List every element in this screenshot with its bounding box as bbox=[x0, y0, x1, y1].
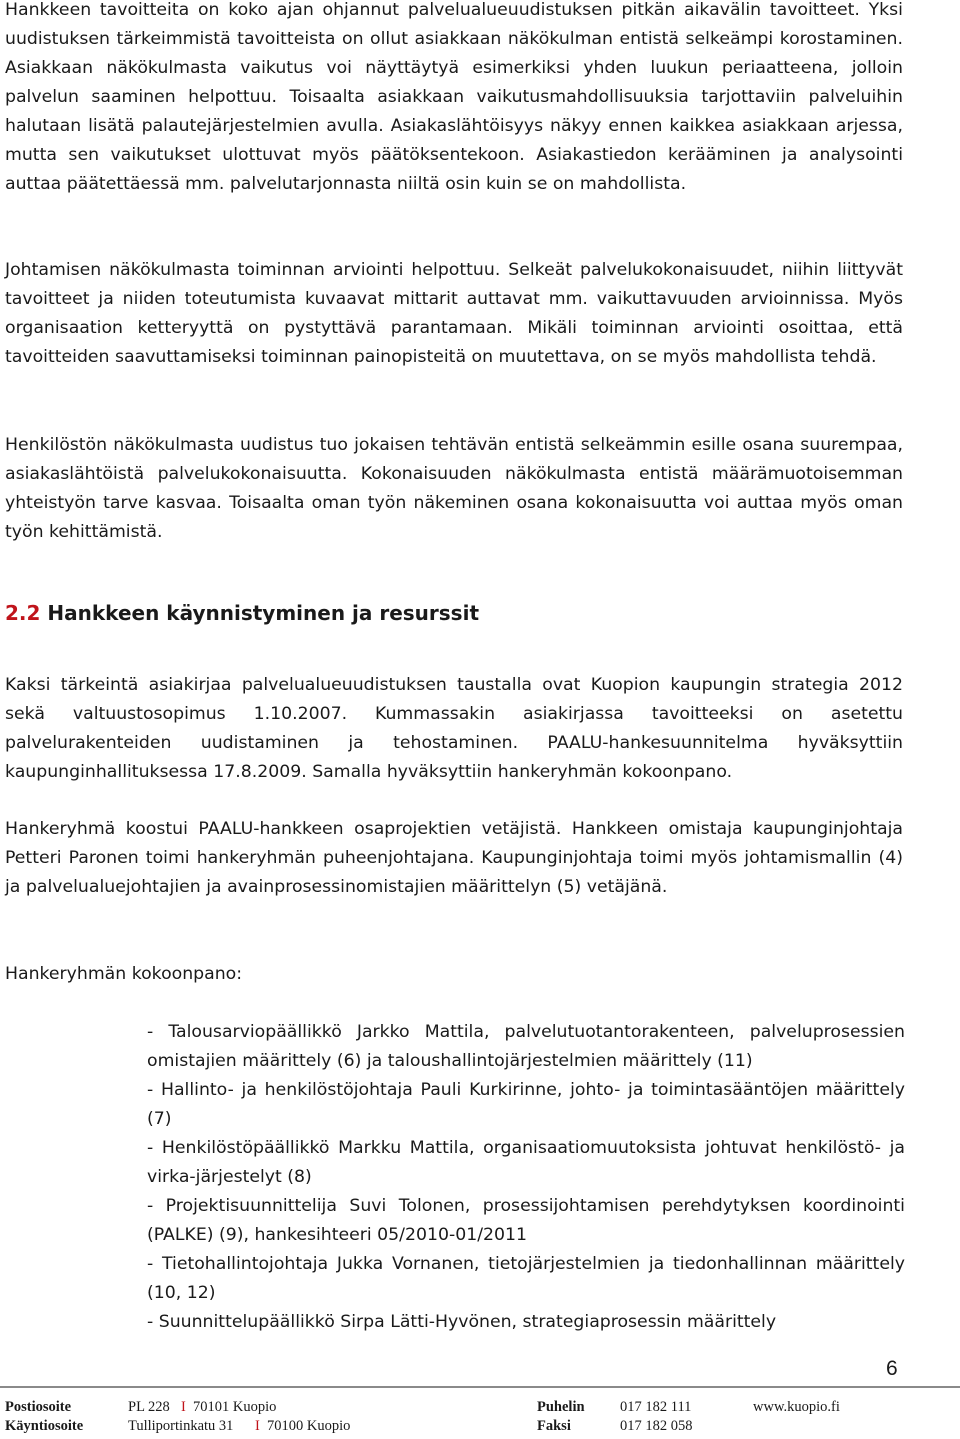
visiting-postal-city: 70100 Kuopio bbox=[267, 1418, 351, 1434]
phone-number: 017 182 111 bbox=[620, 1399, 692, 1415]
member-list bbox=[147, 1018, 905, 1337]
page-number: 6 bbox=[886, 1357, 898, 1380]
phone-label: Puhelin bbox=[537, 1399, 585, 1415]
list-item: - Henkilöstöpäällikkö Markku Mattila, organisaatiomuutoksista johtuvat henkilöstö- ja virka-järjestelyt (8) bbox=[147, 1138, 905, 1187]
footer-separator: I bbox=[255, 1418, 260, 1434]
fax-number: 017 182 058 bbox=[620, 1418, 693, 1434]
postal-address-label: Postiosoite bbox=[5, 1399, 72, 1415]
section-number: 2.2 bbox=[5, 601, 41, 625]
list-item: - Tietohallintojohtaja Jukka Vornanen, tietojärjestelmien ja tiedonhallinnan määrittely (10, 12) bbox=[147, 1254, 905, 1303]
section-heading bbox=[5, 601, 479, 625]
section-title: Hankkeen käynnistyminen ja resurssit bbox=[47, 601, 479, 625]
list-item: - Suunnittelupäällikkö Sirpa Lätti-Hyvönen, strategiaprosessin määrittely bbox=[147, 1312, 777, 1332]
footer bbox=[5, 1399, 960, 1437]
paragraph-project-group: Hankeryhmä koostui PAALU-hankkeen osaprojektien vetäjistä. Hankkeen omistaja kaupunginjohtaja Petteri Paronen toimi hankeryhmän puheenjohtajana. Kaupunginjohtaja toimi myös johtamismallin (4) ja palvelualuejohtajien ja avainprosessinomistajien määrittelyn (5) vetäjänä. bbox=[5, 819, 903, 897]
paragraph-composition-label: Hankeryhmän kokoonpano: bbox=[5, 964, 243, 984]
paragraph-personnel: Henkilöstön näkökulmasta uudistus tuo jokaisen tehtävän entistä selkeämmin esille osana suurempaa, asiakaslähtöistä palvelukokonaisuutta. Kokonaisuuden näkökulmasta entistä määrämuotoisemman yhteistyön tarve kasvaa. Toisaalta oman työn näkeminen osana kokonaisuutta voi auttaa myös oman työn kehittämistä. bbox=[5, 435, 903, 542]
footer-separator: I bbox=[181, 1399, 186, 1415]
footer-row-postal bbox=[5, 1399, 960, 1418]
list-item: - Projektisuunnittelija Suvi Tolonen, prosessijohtamisen perehdytyksen koordinointi (PALKE) (9), hankesihteeri 05/2010-01/2011 bbox=[147, 1196, 905, 1245]
list-item: - Talousarviopäällikkö Jarkko Mattila, palvelutuotantorakenteen, palveluprosessien omistajien määrittely (6) ja taloushallintojärjestelmien määrittely (11) bbox=[147, 1022, 905, 1071]
visiting-address: Tulliportinkatu 31 bbox=[128, 1418, 234, 1434]
footer-row-visiting bbox=[5, 1418, 960, 1437]
list-item: - Hallinto- ja henkilöstöjohtaja Pauli Kurkirinne, johto- ja toimintasääntöjen määrittely (7) bbox=[147, 1080, 905, 1129]
paragraph-documents: Kaksi tärkeintä asiakirjaa palvelualueuudistuksen taustalla ovat Kuopion kaupungin strategia 2012 sekä valtuustosopimus 1.10.2007. Kummassakin asiakirjassa tavoitteeksi on asetettu palvelurakenteiden uudistaminen ja tehostaminen. PAALU-hankesuunnitelma hyväksyttiin kaupunginhallituksessa 17.8.2009. Samalla hyväksyttiin hankeryhmän kokoonpano. bbox=[5, 675, 903, 782]
fax-label: Faksi bbox=[537, 1418, 571, 1434]
postal-code-city: 70101 Kuopio bbox=[193, 1399, 277, 1415]
website-link[interactable]: www.kuopio.fi bbox=[753, 1399, 840, 1415]
paragraph-goals: Hankkeen tavoitteita on koko ajan ohjannut palvelualueuudistuksen pitkän aikavälin tavoitteet. Yksi uudistuksen tärkeimmistä tavoitteista on ollut asiakkaan näkökulman entistä selkeämpi korostaminen. Asiakkaan näkökulmasta vaikutus voi näyttäytyä esimerkiksi yhden luukun periaatteena, jolloin palvelun saaminen helpottuu. Toisaalta asiakkaan vaikutusmahdollisuuksia tarjottaviin palveluihin halutaan lisätä palautejärjestelmien avulla. Asiakaslähtöisyys näkyy ennen kaikkea asiakkaan arjessa, mutta sen vaikutukset ulottuvat myös päätöksentekoon. Asiakastiedon kerääminen ja analysointi auttaa päätettäessä mm. palvelutarjonnasta niiltä osin kuin se on mahdollista. bbox=[5, 0, 903, 194]
postal-address: PL 228 bbox=[128, 1399, 170, 1415]
visiting-address-label: Käyntiosoite bbox=[5, 1418, 84, 1434]
footer-divider bbox=[0, 1386, 960, 1388]
paragraph-management: Johtamisen näkökulmasta toiminnan arviointi helpottuu. Selkeät palvelukokonaisuudet, niihin liittyvät tavoitteet ja niiden toteutumista kuvaavat mittarit auttavat mm. vaikuttavuuden arvioinnissa. Myös organisaation ketteryyttä on pystyttävä parantamaan. Mikäli toiminnan arviointi osoittaa, että tavoitteiden saavuttamiseksi toiminnan painopisteitä on muutettava, on se myös mahdollista tehdä. bbox=[5, 260, 903, 367]
